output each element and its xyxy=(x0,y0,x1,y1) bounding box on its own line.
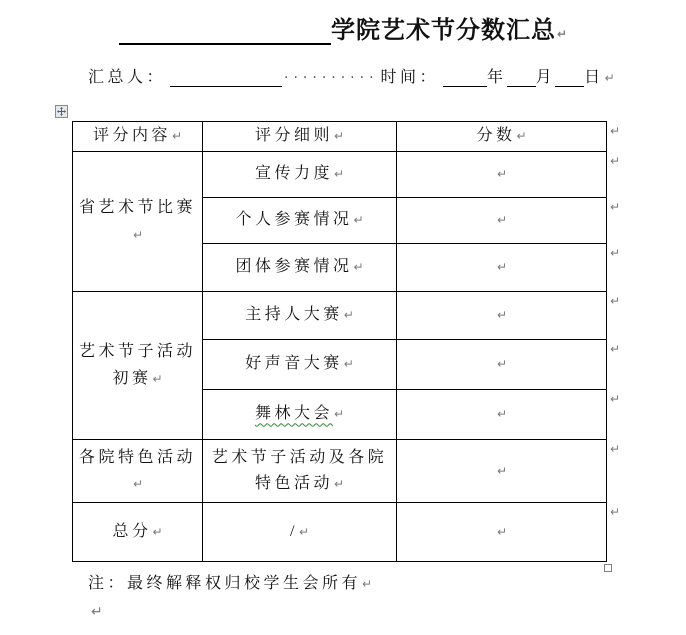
header-cell xyxy=(203,122,397,152)
cell-mark-icon: ↵ xyxy=(516,129,527,144)
document-title-line xyxy=(0,10,686,45)
row-end-mark-icon: ↵ xyxy=(610,342,621,356)
cell-mark-icon: ↵ xyxy=(496,357,508,372)
category-cell xyxy=(73,292,203,440)
cell-mark-icon: ↵ xyxy=(171,129,183,144)
score-cell[interactable] xyxy=(397,244,607,292)
cell-mark-icon: ↵ xyxy=(343,357,354,372)
item-text: 个人参赛情况 xyxy=(235,211,353,229)
cell-mark-icon: ↵ xyxy=(333,477,345,491)
cell-mark-icon: ↵ xyxy=(496,407,508,422)
item-text-grammar-flagged: 舞林大会 xyxy=(254,405,333,423)
day-suffix: 日 xyxy=(584,69,604,86)
item-cell xyxy=(203,152,397,198)
category-text: 省艺术节比赛 xyxy=(78,199,196,217)
header-text: 分数 xyxy=(476,127,516,145)
header-text: 评分细则 xyxy=(254,127,333,145)
title-blank-field[interactable] xyxy=(119,17,331,45)
score-table xyxy=(72,121,607,562)
cell-mark-icon: ↵ xyxy=(298,524,309,539)
item-cell xyxy=(203,503,397,562)
cell-mark-icon: ↵ xyxy=(496,213,508,228)
table-move-handle[interactable] xyxy=(55,105,68,118)
move-arrows-icon xyxy=(57,107,66,116)
document-title: 学院艺术节分数汇总 xyxy=(330,18,556,44)
table-row xyxy=(73,152,607,198)
footer-note-text: 注：最终解释权归校学生会所有 xyxy=(88,575,362,592)
row-end-mark-icon: ↵ xyxy=(610,294,621,308)
cell-mark-icon: ↵ xyxy=(343,308,354,323)
time-label: 时间： xyxy=(380,69,440,86)
year-blank-field[interactable] xyxy=(443,71,487,87)
header-cell xyxy=(73,122,203,152)
space-marks: ·········· xyxy=(284,70,379,86)
item-cell xyxy=(203,292,397,340)
score-cell[interactable] xyxy=(397,198,607,244)
row-end-mark-icon: ↵ xyxy=(610,442,621,456)
score-cell[interactable] xyxy=(397,390,607,440)
day-blank-field[interactable] xyxy=(555,71,584,87)
row-end-mark-icon: ↵ xyxy=(610,154,621,168)
cell-mark-icon: ↵ xyxy=(496,308,508,323)
cell-mark-icon: ↵ xyxy=(496,167,508,182)
summarizer-blank-field[interactable] xyxy=(170,71,282,87)
table-row xyxy=(73,292,607,340)
cell-mark-icon: ↵ xyxy=(333,407,345,422)
score-cell[interactable] xyxy=(397,152,607,198)
item-text: 主持人大赛 xyxy=(245,306,343,324)
score-cell[interactable] xyxy=(397,340,607,390)
item-cell xyxy=(203,198,397,244)
table-row xyxy=(73,440,607,503)
paragraph-mark-icon: ↵ xyxy=(604,71,615,85)
category-cell xyxy=(73,503,203,562)
item-cell xyxy=(203,340,397,390)
table-row xyxy=(73,503,607,562)
row-end-mark-icon: ↵ xyxy=(610,505,621,519)
category-cell xyxy=(73,440,203,503)
cell-mark-icon: ↵ xyxy=(132,227,144,242)
cell-mark-icon: ↵ xyxy=(496,260,508,275)
category-text: 总分 xyxy=(112,522,152,540)
category-cell xyxy=(73,152,203,292)
item-text: 团体参赛情况 xyxy=(235,258,353,276)
cell-mark-icon: ↵ xyxy=(152,371,163,386)
cell-mark-icon: ↵ xyxy=(496,524,508,539)
table-header-row xyxy=(73,122,607,152)
year-suffix: 年 xyxy=(487,69,507,86)
cell-mark-icon: ↵ xyxy=(333,167,345,182)
paragraph-mark-icon: ↵ xyxy=(556,27,568,41)
cell-mark-icon: ↵ xyxy=(132,477,144,491)
info-line xyxy=(88,64,615,87)
cell-mark-icon: ↵ xyxy=(496,463,508,478)
table-resize-handle[interactable] xyxy=(604,564,612,572)
category-text: 艺术节子活动初赛 xyxy=(78,343,196,387)
category-text: 各院特色活动 xyxy=(78,448,196,466)
row-end-mark-icon: ↵ xyxy=(610,246,621,260)
summarizer-label: 汇总人： xyxy=(88,69,167,86)
month-blank-field[interactable] xyxy=(507,71,536,87)
footer-note xyxy=(88,570,372,593)
cell-mark-icon: ↵ xyxy=(353,213,364,228)
row-end-mark-icon: ↵ xyxy=(610,124,621,138)
header-text: 评分内容 xyxy=(92,127,171,145)
item-cell xyxy=(203,244,397,292)
score-cell[interactable] xyxy=(397,503,607,562)
score-table-wrap xyxy=(72,121,607,562)
paragraph-mark-icon: ↵ xyxy=(91,604,103,620)
month-suffix: 月 xyxy=(535,69,556,86)
item-text: 宣传力度 xyxy=(254,165,333,183)
item-cell xyxy=(203,390,397,440)
item-text: 艺术节子活动及各院特色活动 xyxy=(211,448,388,492)
cell-mark-icon: ↵ xyxy=(353,260,364,275)
paragraph-mark-icon: ↵ xyxy=(362,577,373,591)
score-cell[interactable] xyxy=(397,440,607,503)
row-end-mark-icon: ↵ xyxy=(610,200,621,214)
item-text: / xyxy=(289,522,298,540)
cell-mark-icon: ↵ xyxy=(152,524,163,539)
item-cell xyxy=(203,440,397,503)
score-cell[interactable] xyxy=(397,292,607,340)
header-cell xyxy=(397,122,607,152)
item-text: 好声音大赛 xyxy=(245,355,343,373)
row-end-mark-icon: ↵ xyxy=(610,392,621,406)
cell-mark-icon: ↵ xyxy=(333,129,345,144)
